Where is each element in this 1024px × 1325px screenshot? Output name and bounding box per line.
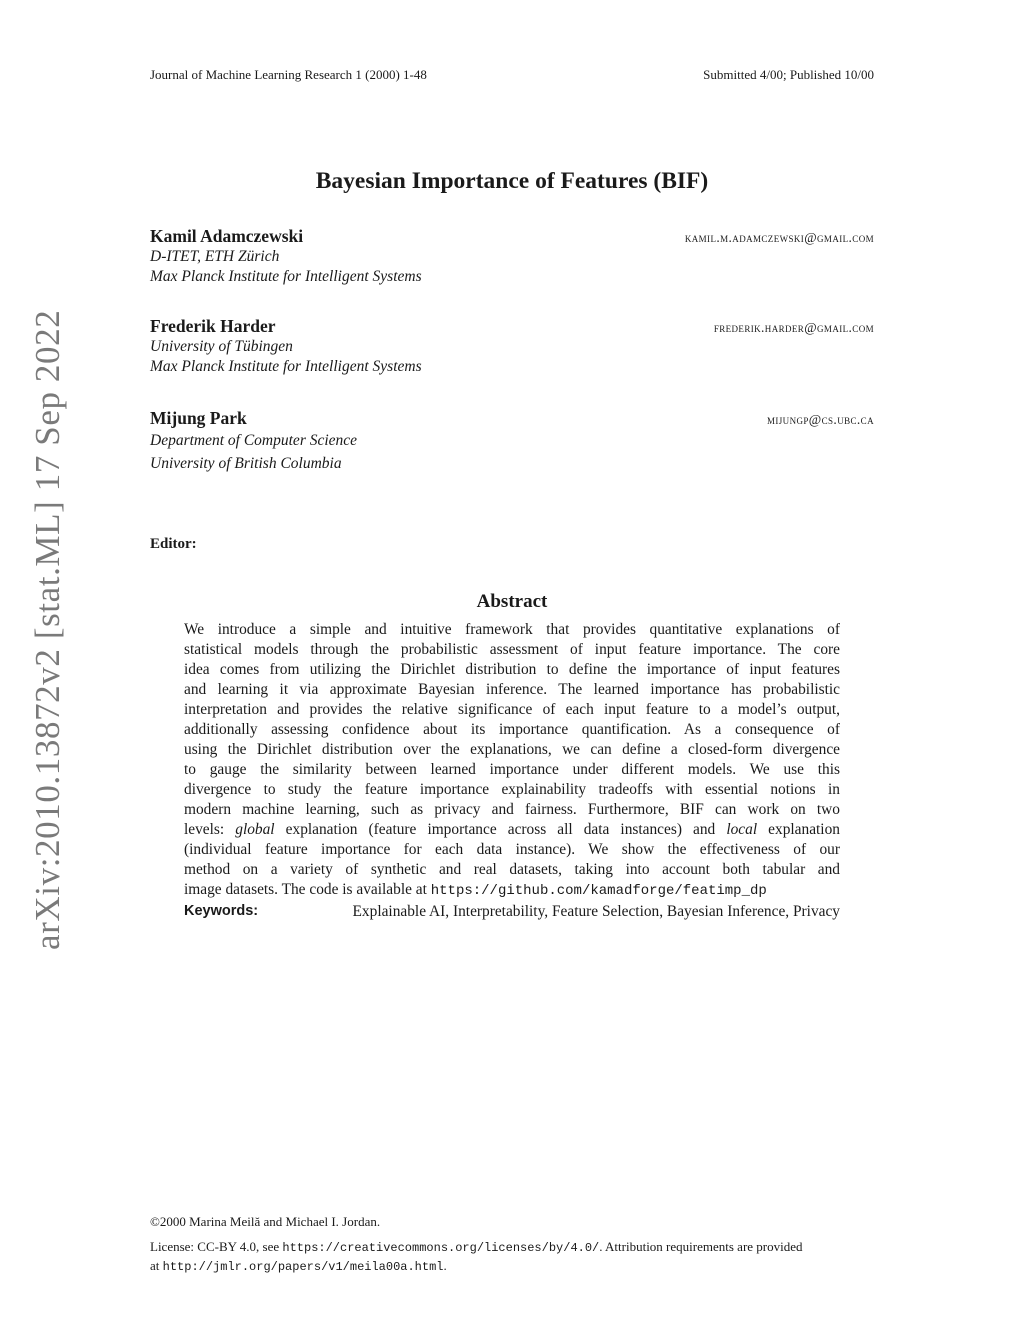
abstract-line: using the Dirichlet distribution over the explanations, we can define a closed-form divergence bbox=[184, 741, 840, 758]
author-block bbox=[150, 316, 874, 377]
author-block bbox=[150, 408, 874, 475]
emphasis-local: local bbox=[726, 821, 758, 838]
editor-label: Editor: bbox=[150, 536, 197, 552]
author-name: Mijung Park bbox=[150, 408, 247, 428]
author-email[interactable]: kamil.m.adamczewski@gmail.com bbox=[684, 230, 874, 245]
keywords-line bbox=[184, 903, 840, 921]
abstract-line: statistical models through the probabilistic assessment of input feature importance. The core bbox=[184, 641, 840, 658]
text-run: explanation bbox=[757, 821, 840, 838]
abstract-line: modern machine learning, such as privacy and fairness. Furthermore, BIF can work on two bbox=[184, 801, 840, 818]
running-header bbox=[150, 67, 874, 83]
abstract-heading: Abstract bbox=[476, 591, 548, 612]
abstract-line: divergence to study the feature importance explainability tradeoffs with essential notions in bbox=[184, 781, 840, 798]
abstract-line: to gauge the similarity between learned importance under different models. We use this bbox=[184, 761, 840, 778]
paper-title: Bayesian Importance of Features (BIF) bbox=[315, 168, 709, 194]
author-affiliation: D-ITET, ETH Zürich bbox=[150, 248, 280, 265]
author-name: Frederik Harder bbox=[150, 316, 276, 336]
submission-dates: Submitted 4/00; Published 10/00 bbox=[703, 67, 874, 82]
text-run: explanation (feature importance across all data instances) and bbox=[274, 821, 727, 838]
text-run: . bbox=[443, 1258, 447, 1273]
keywords-list: Explainable AI, Interpretability, Feature Selection, Bayesian Inference, Privacy bbox=[352, 903, 840, 920]
abstract-line: additionally assessing confidence about its importance quantification. As a consequence of bbox=[184, 721, 840, 738]
author-affiliation: University of British Columbia bbox=[150, 455, 342, 472]
author-affiliation: Max Planck Institute for Intelligent Systems bbox=[150, 268, 422, 285]
license-url-link[interactable]: https://creativecommons.org/licenses/by/4.0/ bbox=[282, 1241, 600, 1255]
abstract-line: idea comes from utilizing the Dirichlet distribution to define the importance of input features bbox=[184, 661, 840, 678]
text-run: License: CC-BY 4.0, see bbox=[150, 1239, 283, 1254]
text-run: levels: bbox=[184, 821, 236, 838]
journal-name: Journal of Machine Learning Research 1 (2000) 1-48 bbox=[150, 67, 427, 82]
copyright-notice: ©2000 Marina Meilă and Michael I. Jordan. bbox=[150, 1214, 381, 1229]
abstract-line: interpretation and provides the relative significance of each input feature to a model’s output, bbox=[184, 701, 840, 718]
license-notice bbox=[150, 1238, 874, 1276]
author-affiliation: Max Planck Institute for Intelligent Systems bbox=[150, 358, 422, 375]
author-email[interactable]: mijungp@cs.ubc.ca bbox=[766, 412, 874, 427]
keywords-label: Keywords: bbox=[184, 903, 259, 919]
author-name: Kamil Adamczewski bbox=[150, 226, 304, 246]
author-affiliation: University of Tübingen bbox=[150, 338, 293, 355]
author-affiliation: Department of Computer Science bbox=[150, 432, 358, 449]
text-run: image datasets. The code is available at bbox=[184, 881, 431, 898]
author-block bbox=[150, 226, 874, 287]
abstract-line bbox=[184, 880, 840, 901]
abstract-line: (individual feature importance for each data instance). We show the effectiveness of our bbox=[184, 841, 840, 858]
author-email[interactable]: frederik.harder@gmail.com bbox=[713, 320, 874, 335]
text-run: . Attribution requirements are provided bbox=[599, 1239, 803, 1254]
abstract-line bbox=[184, 820, 840, 840]
abstract-line: We introduce a simple and intuitive framework that provides quantitative explanations of bbox=[184, 621, 840, 638]
abstract-line: and learning it via approximate Bayesian inference. The learned importance has probabilistic bbox=[184, 681, 840, 698]
arxiv-identifier: arXiv:2010.13872v2 [stat.ML] 17 Sep 2022 bbox=[28, 309, 67, 950]
code-url-link[interactable]: https://github.com/kamadforge/featimp_dp bbox=[430, 883, 767, 899]
emphasis-global: global bbox=[235, 821, 275, 838]
text-run: at bbox=[150, 1258, 163, 1273]
abstract-line: method on a variety of synthetic and real datasets, taking into account both tabular and bbox=[184, 861, 840, 878]
abstract-body bbox=[184, 620, 840, 901]
attribution-url-link[interactable]: http://jmlr.org/papers/v1/meila00a.html bbox=[162, 1260, 444, 1274]
